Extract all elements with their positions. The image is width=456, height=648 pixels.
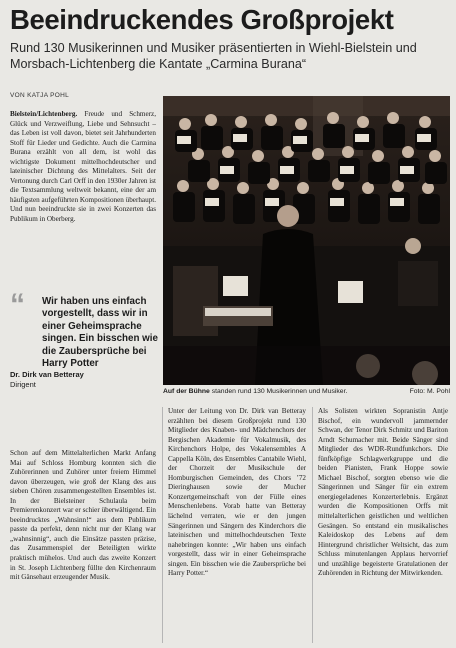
byline: VON KATJA POHL	[10, 92, 69, 99]
article-column-3: Als Solisten wirkten Sopranistin Antje Bischof, ein wundervoll jammernder Schwan, der Tenor Dirk Schmitz und Bariton Arndt Schumacher mit. Beide Sänger sind Mitglieder des WDR-Rundfunkchors. Die fünfköpfige Schlagwerkgruppe und die beiden Pianisten, Frank Hoppe sowie Michael Bischof, sorgten ebenso wie die Sängerinnen und Sänger für ein extrem energiegeladenes Konzerterlebnis. Ergänzt wurden die Kompositionen Orffs mit mittelalterlichen geistlichen und weltlichen Gesängen. So entstand ein musikalisches Kaleidoskop des Lebens auf dem Hintergrund christlicher Weltsicht, das zum Schluss minutenlangen Applaus hervorrief und unzählige begeisterte Gratulationen der Zuhörenden in Richtung der Mitwirkenden.	[318, 407, 448, 578]
article-intro	[10, 110, 156, 225]
article-column-2: Unter der Leitung von Dr. Dirk van Betteray erzählten bei diesem Großprojekt rund 130 Mitglieder des Knaben- und Mädchenchors der Bergischen Akademie für Vokalmusik, des Kirchenchors Holpe, des Vokalensembles A Cappella Köln, des Ensembles Cantabile Wiehl, der Chorzeit der Musikschule der Homburgischen Gemeinden, des Chors ’72 Dieringhausen sowie der Mucher Konzertgemeinschaft von der Fülle eines Menschenlebens. Vorab hatte van Betteray lächelnd verraten, wie er den jungen Sängerinnen und Sängern des Kinderchors die lateinischen und mittelhochdeutschen Texte nahebringen konnte: „Wir haben uns einfach vorgestellt, dass wir in einer Geheimsprache singen. Ein bisschen wie die Zaubersprüche bei Harry Potter.“	[168, 407, 306, 578]
photo-credit: Foto: M. Pohl	[409, 388, 450, 395]
headline: Beeindruckendes Großprojekt	[10, 4, 394, 35]
quote-author: Dr. Dirk van Betteray	[10, 370, 84, 379]
quote-author-role: Dirigent	[10, 380, 36, 389]
intro-text: Freude und Schmerz, Glück und Verzweiflung, Liebe und Sehnsucht – das Leben ist voll davon, bietet seit Jahrhunderten Stoff für Lieder und Gedichte. Auch die Carmina Burana erzählt von all dem, ist wohl das wichtigste Dokument mittelhochdeutscher und lateinischer Dichtung des Mittelalters. Seit der Vertonung durch Carl Orff in den 1930er Jahren ist die Textsammlung weltweit bekannt, eine der am häufigsten aufgeführten Kompositionen überhaupt. Und nun beeindruckte sie in zwei Konzerten das Publikum in Oberberg.	[10, 110, 156, 224]
dateline: Bielstein/Lichtenberg.	[10, 110, 78, 118]
choir-stage-image	[163, 96, 450, 385]
column-divider	[162, 407, 163, 643]
caption-text: standen rund 130 Musikerinnen und Musiker.	[209, 388, 348, 395]
concert-photo	[163, 96, 450, 385]
quote-mark-icon: “	[10, 288, 25, 321]
column-divider	[312, 407, 313, 643]
caption-lead: Auf der Bühne	[163, 388, 210, 395]
article-column-1: Schon auf dem Mittelalterlichen Markt Anfang Mai auf Schloss Homburg konnten sich die Zuhörerinnen und Zuhörer unter freiem Himmel davon überzeugen, wie groß der Klang des aus sieben Chören zusammengestellten Ensembles ist. In der Bielsteiner Schulaula beim Premierenkonzert war er schier überwältigend. Ein beeindrucktes „Wahnsinn!“ aus dem Publikum passte da perfekt, denn nicht nur der Klang war „wahnsinnig“, auch die Einsätze passten präzise, das Zusammenspiel der Beteiligten wirkte praktisch mühelos. Und auch das zweite Konzert in St. Joseph Lichtenberg füllte den Kirchenraum mit Gänsehaut erzeugender Musik.	[10, 449, 156, 582]
subheadline: Rund 130 Musikerinnen und Musiker präsentierten in Wiehl-Bielstein und Morsbach-Lichtenberg die Kantate „Carmina Burana“	[10, 41, 417, 71]
photo-caption	[163, 388, 450, 395]
pull-quote	[10, 288, 160, 370]
pull-quote-text: Wir haben uns einfach vorgestellt, dass wir in einer Geheimsprache singen. Ein bisschen wie die Zaubersprüche bei Harry Potter	[42, 296, 158, 370]
